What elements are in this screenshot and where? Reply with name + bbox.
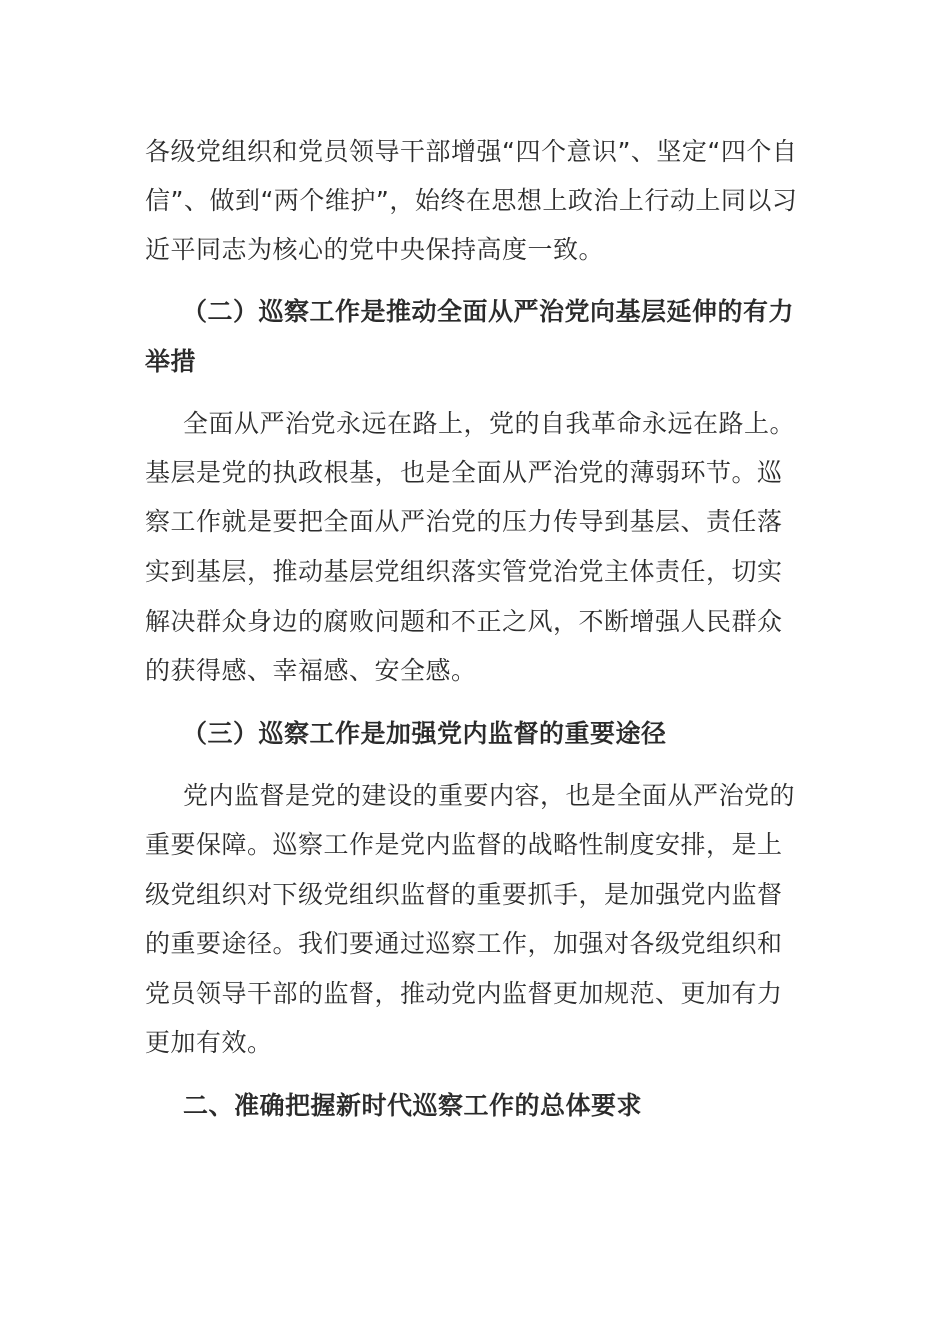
- paragraph-line: 更加有效。: [145, 1028, 273, 1057]
- paragraph-line: 的重要途径。我们要通过巡察工作，加强对各级党组织和: [145, 929, 783, 958]
- paragraph-line: 各级党组织和党员领导干部增强“四个意识”、坚定“四个自: [145, 137, 798, 166]
- paragraph-line: 级党组织对下级党组织监督的重要抓手，是加强党内监督: [145, 880, 783, 909]
- section-heading: （三）巡察工作是加强党内监督的重要途径: [182, 719, 667, 748]
- paragraph-line: 解决群众身边的腐败问题和不正之风，不断增强人民群众: [145, 607, 783, 636]
- section-heading: （二）巡察工作是推动全面从严治党向基层延伸的有力: [182, 297, 795, 326]
- paragraph-line: 近平同志为核心的党中央保持高度一致。: [145, 235, 605, 264]
- paragraph-line: 全面从严治党永远在路上，党的自我革命永远在路上。: [183, 409, 796, 438]
- paragraph-line: 党员领导干部的监督，推动党内监督更加规范、更加有力: [145, 979, 783, 1008]
- paragraph-line: 党内监督是党的建设的重要内容，也是全面从严治党的: [183, 781, 796, 810]
- paragraph-line: 实到基层，推动基层党组织落实管党治党主体责任，切实: [145, 557, 783, 586]
- paragraph-line: 的获得感、幸福感、安全感。: [145, 656, 477, 685]
- paragraph-line: 察工作就是要把全面从严治党的压力传导到基层、责任落: [145, 507, 783, 536]
- chapter-heading: 二、准确把握新时代巡察工作的总体要求: [183, 1091, 643, 1120]
- section-heading: 举措: [145, 347, 197, 376]
- paragraph-line: 重要保障。巡察工作是党内监督的战略性制度安排，是上: [145, 830, 783, 859]
- paragraph-line: 信”、做到“两个维护”，始终在思想上政治上行动上同以习: [145, 186, 798, 215]
- paragraph-line: 基层是党的执政根基，也是全面从严治党的薄弱环节。巡: [145, 458, 783, 487]
